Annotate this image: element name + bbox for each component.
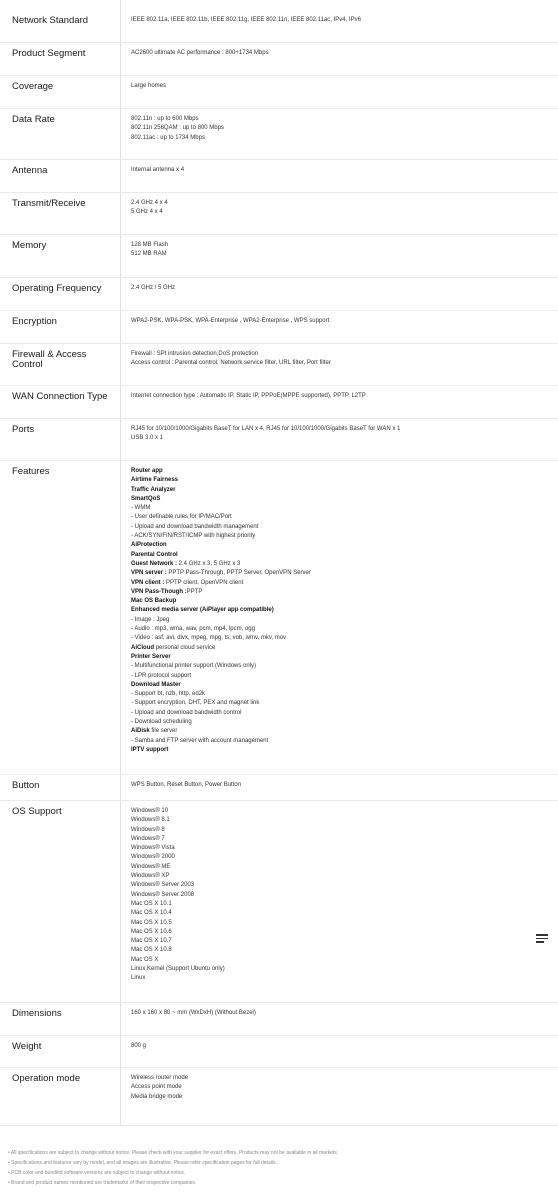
spec-value-line: Firewall : SPI intrusion detection,DoS protection [131, 351, 259, 357]
footnotes [8, 1148, 548, 1188]
hamburger-menu-icon[interactable] [536, 934, 548, 946]
spec-value-line: Windows® 2000 [131, 854, 175, 861]
spec-row [0, 16, 558, 43]
spec-value-line: Windows® 8 [131, 826, 165, 833]
feature-detail: PPTP client, OpenVPN client [164, 579, 244, 586]
spec-label: Operation mode [12, 1073, 81, 1084]
spec-value-line: Linux Kernel (Support Ubuntu only) [131, 966, 225, 973]
footnote-text: PCB color and bundled software versions are subject to change without notice. [11, 1170, 186, 1176]
feature-title: Download Master [131, 681, 181, 688]
feature-detail: - Support encryption, DHT, PEX and magnet link [131, 700, 260, 707]
spec-value [131, 1042, 551, 1051]
spec-label: WAN Connection Type [12, 391, 108, 402]
feature-detail: - Image : Jpeg [131, 616, 170, 623]
spec-value [131, 82, 551, 91]
footnote-text: Brand and product names mentioned are trademarks of their respective companies. [11, 1180, 197, 1186]
spec-value [131, 166, 551, 175]
spec-value-line [131, 746, 551, 755]
spec-value-line [131, 541, 551, 550]
feature-title: Mac OS Backup [131, 598, 177, 605]
spec-value-line: 5 GHz 4 x 4 [131, 209, 163, 216]
feature-detail: - Video : asf, avi, divx, mpeg, mpg, ts, vob, wmv, mkv, mov [131, 635, 287, 642]
spec-row [0, 284, 558, 311]
spec-value-line [131, 718, 551, 727]
feature-detail: PPTP [186, 588, 203, 595]
spec-row [0, 241, 558, 278]
spec-value-line [131, 579, 551, 588]
spec-row [0, 392, 558, 419]
feature-title: SmartQoS [131, 495, 161, 502]
spec-value [131, 16, 551, 25]
spec-value [131, 781, 551, 790]
feature-detail: - Download scheduling [131, 719, 192, 726]
spec-value-line: 802.11ac : up to 1734 Mbps [131, 134, 205, 141]
spec-value [131, 425, 551, 444]
spec-value-line: Windows® 10 [131, 808, 169, 814]
spec-value-line [131, 653, 551, 662]
spec-value-line [131, 625, 551, 634]
spec-value-line: Linux [131, 975, 146, 982]
feature-title: VPN server : [131, 570, 167, 577]
spec-row [0, 317, 558, 344]
spec-value-line: Access control : Parental control, Network service filter, URL filter, Port filter [131, 360, 331, 367]
spec-value-line: 2.4 GHz / 5 GHz [131, 285, 176, 291]
footnote: • Brand and product names mentioned are trademarks of their respective companies. [8, 1180, 197, 1186]
spec-value-line [131, 662, 551, 671]
spec-row [0, 115, 558, 160]
feature-detail: PPTP Pass-Through, PPTP Server, OpenVPN Server [166, 570, 311, 577]
spec-value-line [131, 690, 551, 699]
spec-value-line [131, 513, 551, 522]
spec-value-line [131, 606, 551, 615]
spec-value-line: Windows® Server 2003 [131, 882, 195, 889]
spec-value-line [131, 737, 551, 746]
spec-value-line [131, 709, 551, 718]
spec-value-line: USB 3.0 x 1 [131, 435, 164, 442]
spec-value [131, 350, 551, 369]
spec-value-line [131, 727, 551, 736]
spec-value-line: Media bridge mode [131, 1093, 183, 1100]
spec-value-line: Access point mode [131, 1084, 182, 1091]
spec-value-line: WPA2-PSK, WPA-PSK, WPA-Enterprise , WPA2-Enterprise , WPS support [131, 318, 330, 324]
feature-title: VPN client : [131, 579, 165, 586]
spec-value-line [131, 672, 551, 681]
spec-value-line: Wireless router mode [131, 1075, 189, 1081]
spec-value-line: Mac OS X 10.7 [131, 938, 172, 945]
spec-label: Product Segment [12, 48, 86, 59]
spec-label: Encryption [12, 316, 57, 327]
spec-value-line [131, 588, 551, 597]
spec-label: Ports [12, 424, 35, 435]
spec-value-line [131, 551, 551, 560]
spec-value-line [131, 644, 551, 653]
spec-value [131, 1009, 551, 1018]
spec-value-line [131, 699, 551, 708]
spec-value-line [131, 532, 551, 541]
spec-value-line: Windows® Vista [131, 845, 175, 852]
spec-value-line [131, 597, 551, 606]
feature-detail: 2.4 GHz x 3, 5 GHz x 3 [177, 560, 241, 567]
spec-row [0, 82, 558, 109]
feature-title: AiProtection [131, 542, 167, 549]
feature-detail: - Support bt, nzb, http, ed2k [131, 691, 206, 698]
spec-value-line: 128 MB Flash [131, 242, 169, 248]
spec-value-line [131, 476, 551, 485]
spec-value [131, 115, 551, 143]
spec-value [131, 241, 551, 260]
spec-label: Data Rate [12, 114, 55, 125]
spec-row [0, 1074, 558, 1126]
spec-value-line: Mac OS X 10.5 [131, 919, 172, 926]
spec-row [0, 425, 558, 461]
spec-row [0, 467, 558, 775]
feature-detail: - Samba and FTP server with account management [131, 737, 269, 744]
spec-value [131, 1074, 551, 1102]
spec-label: Network Standard [12, 15, 89, 26]
feature-detail: - ACK/SYN/FIN/RST/ICMP with highest priority [131, 533, 256, 540]
spec-label: Memory [12, 240, 47, 251]
feature-detail: - Audio : mp3, wma, wav, pcm, mp4, lpcm, ogg [131, 626, 255, 633]
spec-value [131, 467, 551, 755]
feature-title: Enhanced media server (AiPlayer app compatible) [131, 607, 274, 614]
spec-value-line: Windows® XP [131, 873, 170, 880]
feature-title: AiDisk [131, 728, 150, 735]
spec-value-line: IEEE 802.11a, IEEE 802.11b, IEEE 802.11g, IEEE 802.11n, IEEE 802.11ac, IPv4, IPv6 [131, 17, 361, 23]
spec-value-line: Windows® ME [131, 863, 171, 870]
spec-value-line: Mac OS X [131, 956, 159, 963]
spec-value-line: Mac OS X 10.1 [131, 900, 172, 907]
feature-title: Airtime Fairness [131, 477, 179, 484]
spec-value-line: Windows® Server 2008 [131, 891, 195, 898]
feature-title: IPTV support [131, 746, 169, 753]
spec-value-line: 160 x 160 x 80 ~ mm (WxDxH) (Without Bezel) [131, 1010, 256, 1016]
spec-label: Weight [12, 1041, 42, 1052]
spec-value-line: Mac OS X 10.8 [131, 947, 172, 954]
spec-value-line: Mac OS X 10.6 [131, 928, 172, 935]
spec-row [0, 166, 558, 193]
spec-label: Features [12, 466, 50, 477]
spec-value-line: Mac OS X 10.4 [131, 910, 172, 917]
footnote: • All specifications are subject to change without notice. Please check with your supplier for exact offers. Products may not be available in all markets. [8, 1150, 339, 1156]
spec-value-line: WPS Button, Reset Button, Power Button [131, 782, 242, 788]
spec-label: Dimensions [12, 1008, 62, 1019]
spec-value-line [131, 560, 551, 569]
feature-detail: - Upload and download bandwidth control [131, 709, 242, 716]
spec-label: Operating Frequency [12, 283, 102, 294]
spec-value-line: 802.11n : up to 600 Mbps [131, 116, 199, 122]
spec-value-line [131, 504, 551, 513]
feature-title: Guest Network : [131, 560, 178, 567]
spec-row [0, 781, 558, 801]
feature-detail: - WMM [131, 505, 151, 512]
spec-value-line: Internet connection type : Automatic IP, Static IP, PPPoE(MPPE supported), PPTP, L2TP [131, 393, 366, 399]
spec-row [0, 199, 558, 235]
feature-title: Router app [131, 468, 163, 474]
spec-label: Button [12, 780, 40, 791]
feature-title: Traffic Analyzer [131, 486, 176, 493]
footnote-text: All specifications are subject to change without notice. Please check with your supplier for exact offers. Products may not be available in all markets. [10, 1150, 339, 1156]
spec-value-line [131, 523, 551, 532]
spec-value-line: 512 MB RAM [131, 251, 167, 258]
feature-title: AiCloud [131, 644, 154, 651]
footnote: • Specifications and features vary by model, and all images are illustrative. Please refer specification pages for full details. [8, 1160, 277, 1166]
feature-detail: - Multifunctional printer support (Windows only) [131, 663, 257, 670]
spec-label: OS Support [12, 806, 62, 817]
spec-value-line: 800 g [131, 1043, 147, 1049]
spec-label: Antenna [12, 165, 48, 176]
spec-label: Transmit/Receive [12, 198, 86, 209]
spec-value-line: 2.4 GHz 4 x 4 [131, 200, 168, 206]
spec-value [131, 284, 551, 293]
spec-value [131, 49, 551, 58]
spec-value-line: AC2600 ultimate AC performance : 800+1734 Mbps [131, 50, 269, 56]
feature-detail: - User definable rules for IP/MAC/Port [131, 514, 232, 521]
feature-detail: - Upload and download bandwidth management [131, 523, 259, 530]
spec-row [0, 807, 558, 1003]
spec-value-line: Windows® 8.1 [131, 817, 170, 824]
spec-value-line [131, 634, 551, 643]
spec-row [0, 1009, 558, 1036]
spec-value [131, 392, 551, 401]
spec-label: Firewall & Access Control [12, 349, 87, 370]
spec-value-line [131, 486, 551, 495]
spec-value-line: Windows® 7 [131, 835, 165, 842]
spec-value-line: 802.11n 256QAM : up to 800 Mbps [131, 125, 224, 132]
spec-row [0, 350, 558, 386]
feature-detail: file server [149, 728, 178, 735]
spec-value [131, 807, 551, 984]
feature-title: Parental Control [131, 551, 178, 558]
feature-detail: - LPR protocol support [131, 672, 192, 679]
spec-value-line [131, 467, 551, 476]
spec-row [0, 49, 558, 76]
spec-value [131, 199, 551, 218]
footnote: • PCB color and bundled software versions are subject to change without notice. [8, 1170, 186, 1176]
feature-detail: personal cloud service [154, 644, 216, 651]
spec-value-line [131, 569, 551, 578]
spec-value-line [131, 495, 551, 504]
spec-value-line: RJ45 for 10/100/1000/Gigabits BaseT for LAN x 4, RJ45 for 10/100/1000/Gigabits BaseT for WAN x 1 [131, 426, 401, 432]
feature-title: VPN Pass-Though : [131, 588, 187, 595]
spec-value [131, 317, 551, 326]
spec-value-line: Large homes [131, 83, 167, 89]
footnote-text: Specifications and features vary by model, and all images are illustrative. Please refer specification pages for full details. [11, 1160, 277, 1166]
spec-label: Coverage [12, 81, 54, 92]
feature-title: Printer Server [131, 653, 171, 660]
spec-row [0, 1042, 558, 1068]
spec-value-line: Internal antenna x 4 [131, 167, 185, 173]
spec-value-line [131, 681, 551, 690]
spec-value-line [131, 616, 551, 625]
